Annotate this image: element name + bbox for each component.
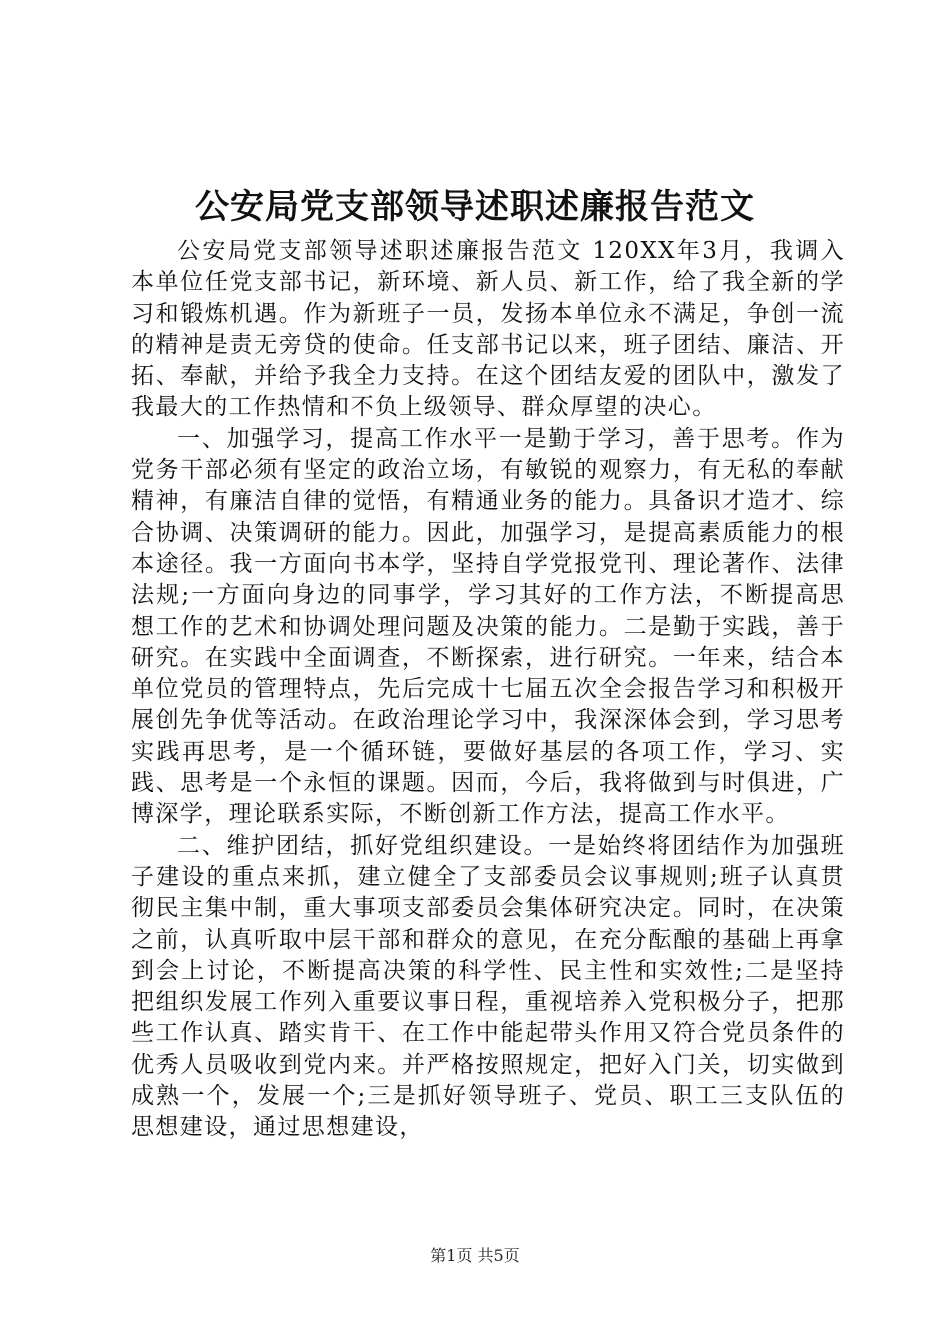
document-title: 公安局党支部领导述职述廉报告范文 xyxy=(195,187,755,227)
document-body xyxy=(131,236,845,1144)
page-number-footer: 第1页 共5页 xyxy=(430,1246,520,1265)
paragraph-intro: 公安局党支部领导述职述廉报告范文 120XX年3月，我调入本单位任党支部书记，新环境、新人员、新工作，给了我全新的学习和锻炼机遇。作为新班子一员，发扬本单位永不满足，争创一流的精神是责无旁贷的使命。任支部书记以来，班子团结、廉洁、开拓、奉献，并给予我全力支持。在这个团结友爱的团队中，激发了我最大的工作热情和不负上级领导、群众厚望的决心。 xyxy=(131,238,845,421)
paragraph-section-2: 二、维护团结，抓好党组织建设。一是始终将团结作为加强班子建设的重点来抓，建立健全了支部委员会议事规则;班子认真贯彻民主集中制，重大事项支部委员会集体研究决定。同时，在决策之前，认真听取中层干部和群众的意见，在充分酝酿的基础上再拿到会上讨论，不断提高决策的科学性、民主性和实效性;二是坚持把组织发展工作列入重要议事日程，重视培养入党积极分子，把那些工作认真、踏实肯干、在工作中能起带头作用又符合党员条件的优秀人员吸收到党内来。并严格按照规定，把好入门关，切实做到成熟一个，发展一个;三是抓好领导班子、党员、职工三支队伍的思想建设，通过思想建设， xyxy=(131,832,845,1141)
paragraph-section-1: 一、加强学习，提高工作水平一是勤于学习，善于思考。作为党务干部必须有坚定的政治立场，有敏锐的观察力，有无私的奉献精神，有廉洁自律的觉悟，有精通业务的能力。具备识才造才、综合协调、决策调研的能力。因此，加强学习，是提高素质能力的根本途径。我一方面向书本学，坚持自学党报党刊、理论著作、法律法规;一方面向身边的同事学，学习其好的工作方法，不断提高思想工作的艺术和协调处理问题及决策的能力。二是勤于实践，善于研究。在实践中全面调查，不断探索，进行研究。一年来，结合本单位党员的管理特点，先后完成十七届五次全会报告学习和积极开展创先争优等活动。在政治理论学习中，我深深体会到，学习思考实践再思考，是一个循环链，要做好基层的各项工作，学习、实践、思考是一个永恒的课题。因而，今后，我将做到与时俱进，广博深学，理论联系实际，不断创新工作方法，提高工作水平。 xyxy=(131,425,845,828)
